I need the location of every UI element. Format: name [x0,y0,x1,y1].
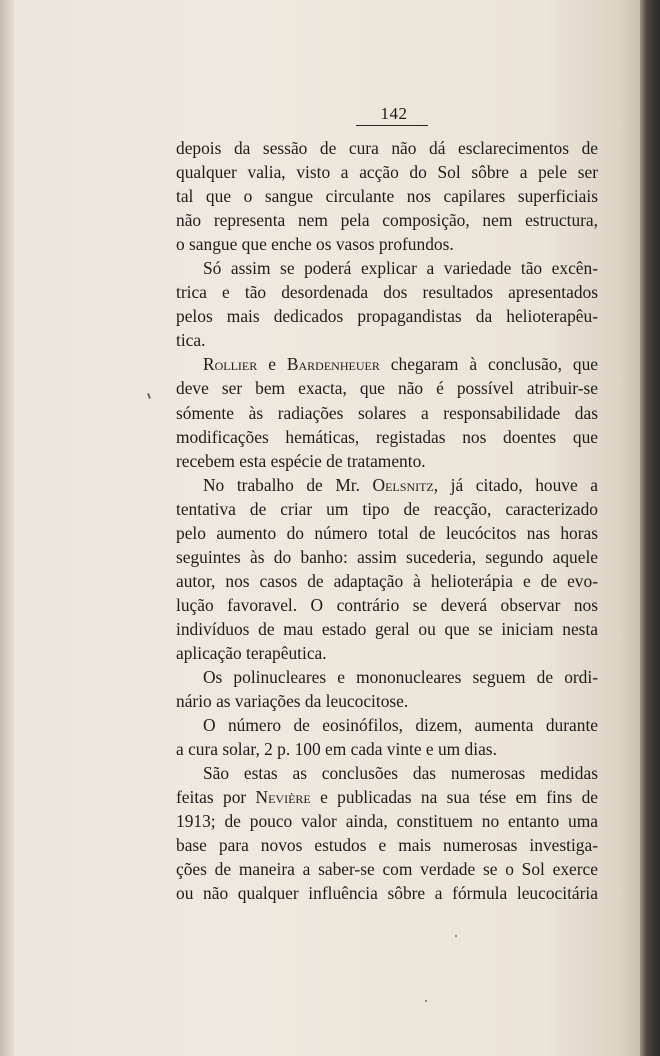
text-line: tal que o sangue circulante nos capilares superficiais [176,186,598,207]
body-text [176,136,598,906]
paper-speck [147,393,151,399]
text-line: sómente às radiações solares a responsabilidade das [176,402,598,423]
gutter-shadow [0,0,14,1056]
text-line: aplicação terapêutica. [176,642,327,663]
text-line: base para novos estudos e mais numerosas investiga- [176,835,598,856]
text-line: lução favoravel. O contrário se deverá observar nos [176,594,598,615]
text-line: São estas as conclusões das numerosas medidas [203,763,598,784]
text-line: deve ser bem exacta, que não é possível atribuir-se [176,378,598,399]
page-edge-shadow [640,0,660,1056]
text-line: ou não qualquer influência sôbre a fórmula leucocitária [176,883,598,904]
text-line: Só assim se poderá explicar a variedade tão excên- [203,258,598,279]
text-line: pelos mais dedicados propagandistas da helioterapêu- [176,306,598,327]
text-line: tica. [176,330,206,351]
text-line: feitas por Nevière e publicadas na sua tése em fins de [176,787,599,808]
text-line: a cura solar, 2 p. 100 em cada vinte e um dias. [176,739,497,760]
text-line: depois da sessão de cura não dá esclarecimentos de [176,138,598,158]
text-line: nário as variações da leucocitose. [176,691,409,712]
text-line: indivíduos de mau estado geral ou que se iniciam nesta [176,618,598,639]
text-line: qualquer valia, visto a acção do Sol sôbre a pele ser [176,162,598,183]
paper-speck [455,935,457,937]
text-line: o sangue que enche os vasos profundos. [176,234,454,255]
text-line: modificações hemáticas, registadas nos doentes que [176,426,598,447]
text-line: Rollier e Bardenheuer chegaram à conclusão, que [203,354,598,375]
text-line: 1913; de pouco valor ainda, constituem no entanto uma [176,811,598,832]
text-line: trica e tão desordenada dos resultados apresentados [176,282,598,303]
text-line: O número de eosinófilos, dizem, aumenta durante [203,715,598,736]
text-line: não representa nem pela composição, nem estructura, [176,210,598,231]
text-line: tentativa de criar um tipo de reacção, caracterizado [176,498,598,519]
page-number: 142 [380,104,408,123]
text-line: recebem esta espécie de tratamento. [176,450,426,471]
paper-speck [425,1000,427,1002]
text-line: No trabalho de Mr. Oelsnitz, já citado, houve a [203,474,598,495]
text-line: autor, nos casos de adaptação à helioterápia e de evo- [176,570,598,591]
text-line: Os polinucleares e mononucleares seguem de ordi- [203,667,598,688]
page-number-rule [356,125,428,126]
text-line: seguintes às do banho: assim sucederia, segundo aquele [176,546,598,567]
text-line: ções de maneira a saber-se com verdade se o Sol exerce [176,859,598,880]
text-line: pelo aumento do número total de leucócitos nas horas [176,522,598,543]
